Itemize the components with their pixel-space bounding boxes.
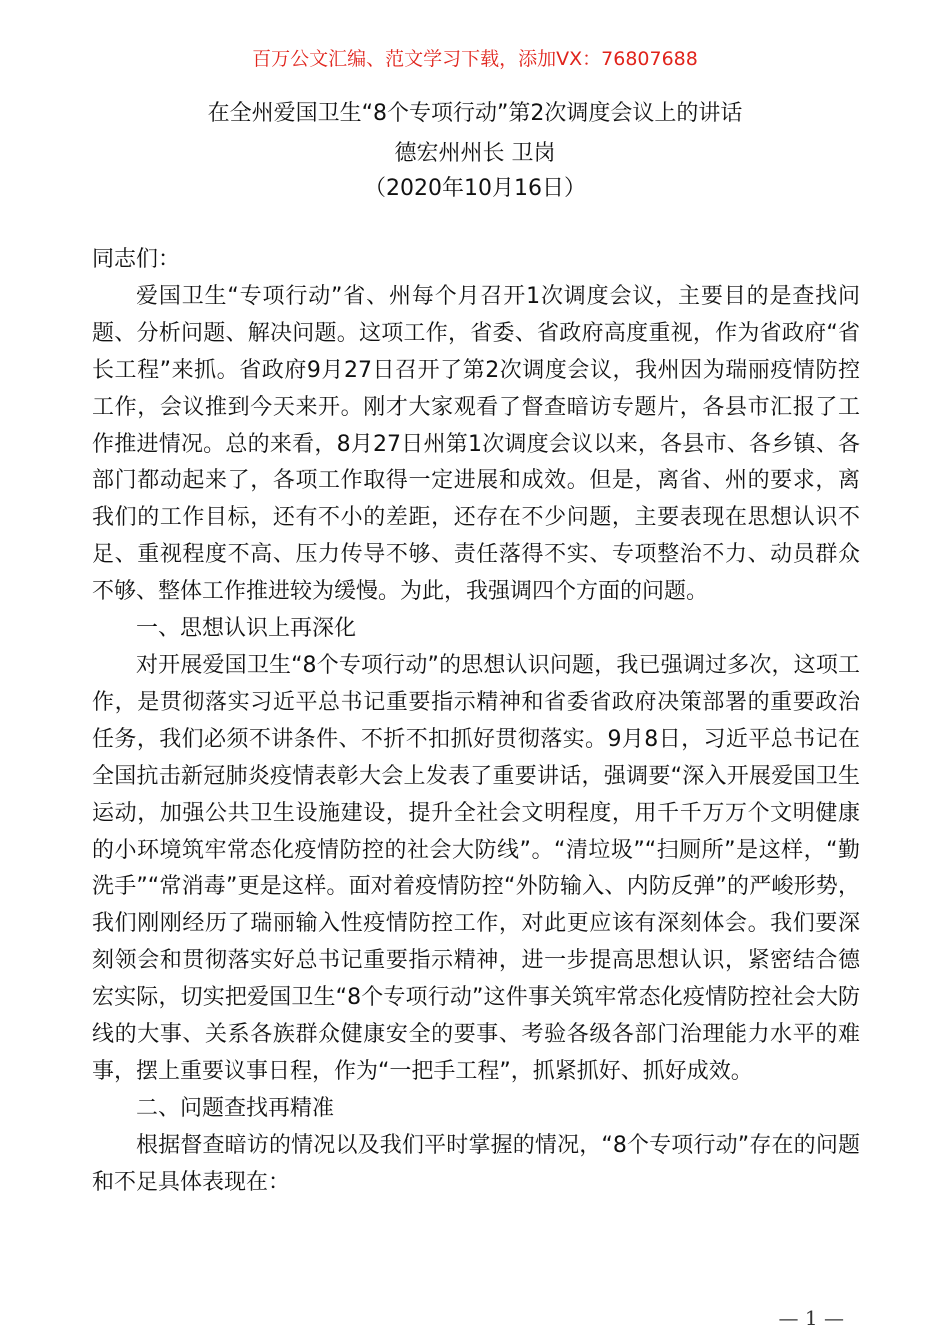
document-date: （2020年10月16日） bbox=[364, 176, 586, 201]
paragraph: 对开展爱国卫生“8个专项行动”的思想认识问题，我已强调过多次，这项工作，是贯彻落实习近平总书记重要指示精神和省委省政府决策部署的重要政治任务，我们必须不讲条件、不折不扣抓好贯彻落实。9月8日，习近平总书记在全国抗击新冠肺炎疫情表彰大会上发表了重要讲话，强调要“深入开展爱国卫生运动，加强公共卫生设施建设，提升全社会文明程度，用千千万万个文明健康的小环境筑牢常态化疫情防控的社会大防线”。“清垃圾”“扫厕所”是这样，“勤洗手”“常消毒”更是这样。面对着疫情防控“外防输入、内防反弹”的严峻形势，我们刚刚经历了瑞丽输入性疫情防控工作，对此更应该有深刻体会。我们要深刻领会和贯彻落实好总书记重要指示精神，进一步提高思想认识，紧密结合德宏实际，切实把爱国卫生“8个专项行动”这件事关筑牢常态化疫情防控社会大防线的大事、关系各族群众健康安全的要事、考验各级各部门治理能力水平的难事，摆上重要议事日程，作为“一把手工程”，抓紧抓好、抓好成效。 bbox=[92, 652, 860, 1084]
page-number: — 1 — bbox=[778, 1306, 844, 1330]
paragraph: 根据督查暗访的情况以及我们平时掌握的情况，“8个专项行动”存在的问题和不足具体表现在： bbox=[92, 1132, 860, 1195]
section-heading: 一、思想认识上再深化 bbox=[136, 616, 357, 642]
paragraph: 爱国卫生“专项行动”省、州每个月召开1次调度会议，主要目的是查找问题、分析问题、解决问题。这项工作，省委、省政府高度重视，作为省政府“省长工程”来抓。省政府9月27日召开了第2次调度会议，我州因为瑞丽疫情防控工作，会议推到今天来开。刚才大家观看了督查暗访专题片，各县市汇报了工作推进情况。总的来看，8月27日州第1次调度会议以来，各县市、各乡镇、各部门都动起来了，各项工作取得一定进展和成效。但是，离省、州的要求，离我们的工作目标，还有不小的差距，还存在不少问题，主要表现在思想认识不足、重视程度不高、压力传导不够、责任落得不实、专项整治不力、动员群众不够、整体工作推进较为缓慢。为此，我强调四个方面的问题。 bbox=[92, 283, 860, 605]
watermark-banner: 百万公文汇编、范文学习下载，添加VX：76807688 bbox=[252, 48, 698, 70]
salutation: 同志们： bbox=[92, 247, 181, 272]
document-body bbox=[92, 242, 860, 1202]
document-author: 德宏州州长 卫岗 bbox=[394, 141, 556, 166]
section-heading: 二、问题查找再精准 bbox=[136, 1095, 335, 1121]
document-title: 在全州爱国卫生“8个专项行动”第2次调度会议上的讲话 bbox=[207, 101, 743, 126]
